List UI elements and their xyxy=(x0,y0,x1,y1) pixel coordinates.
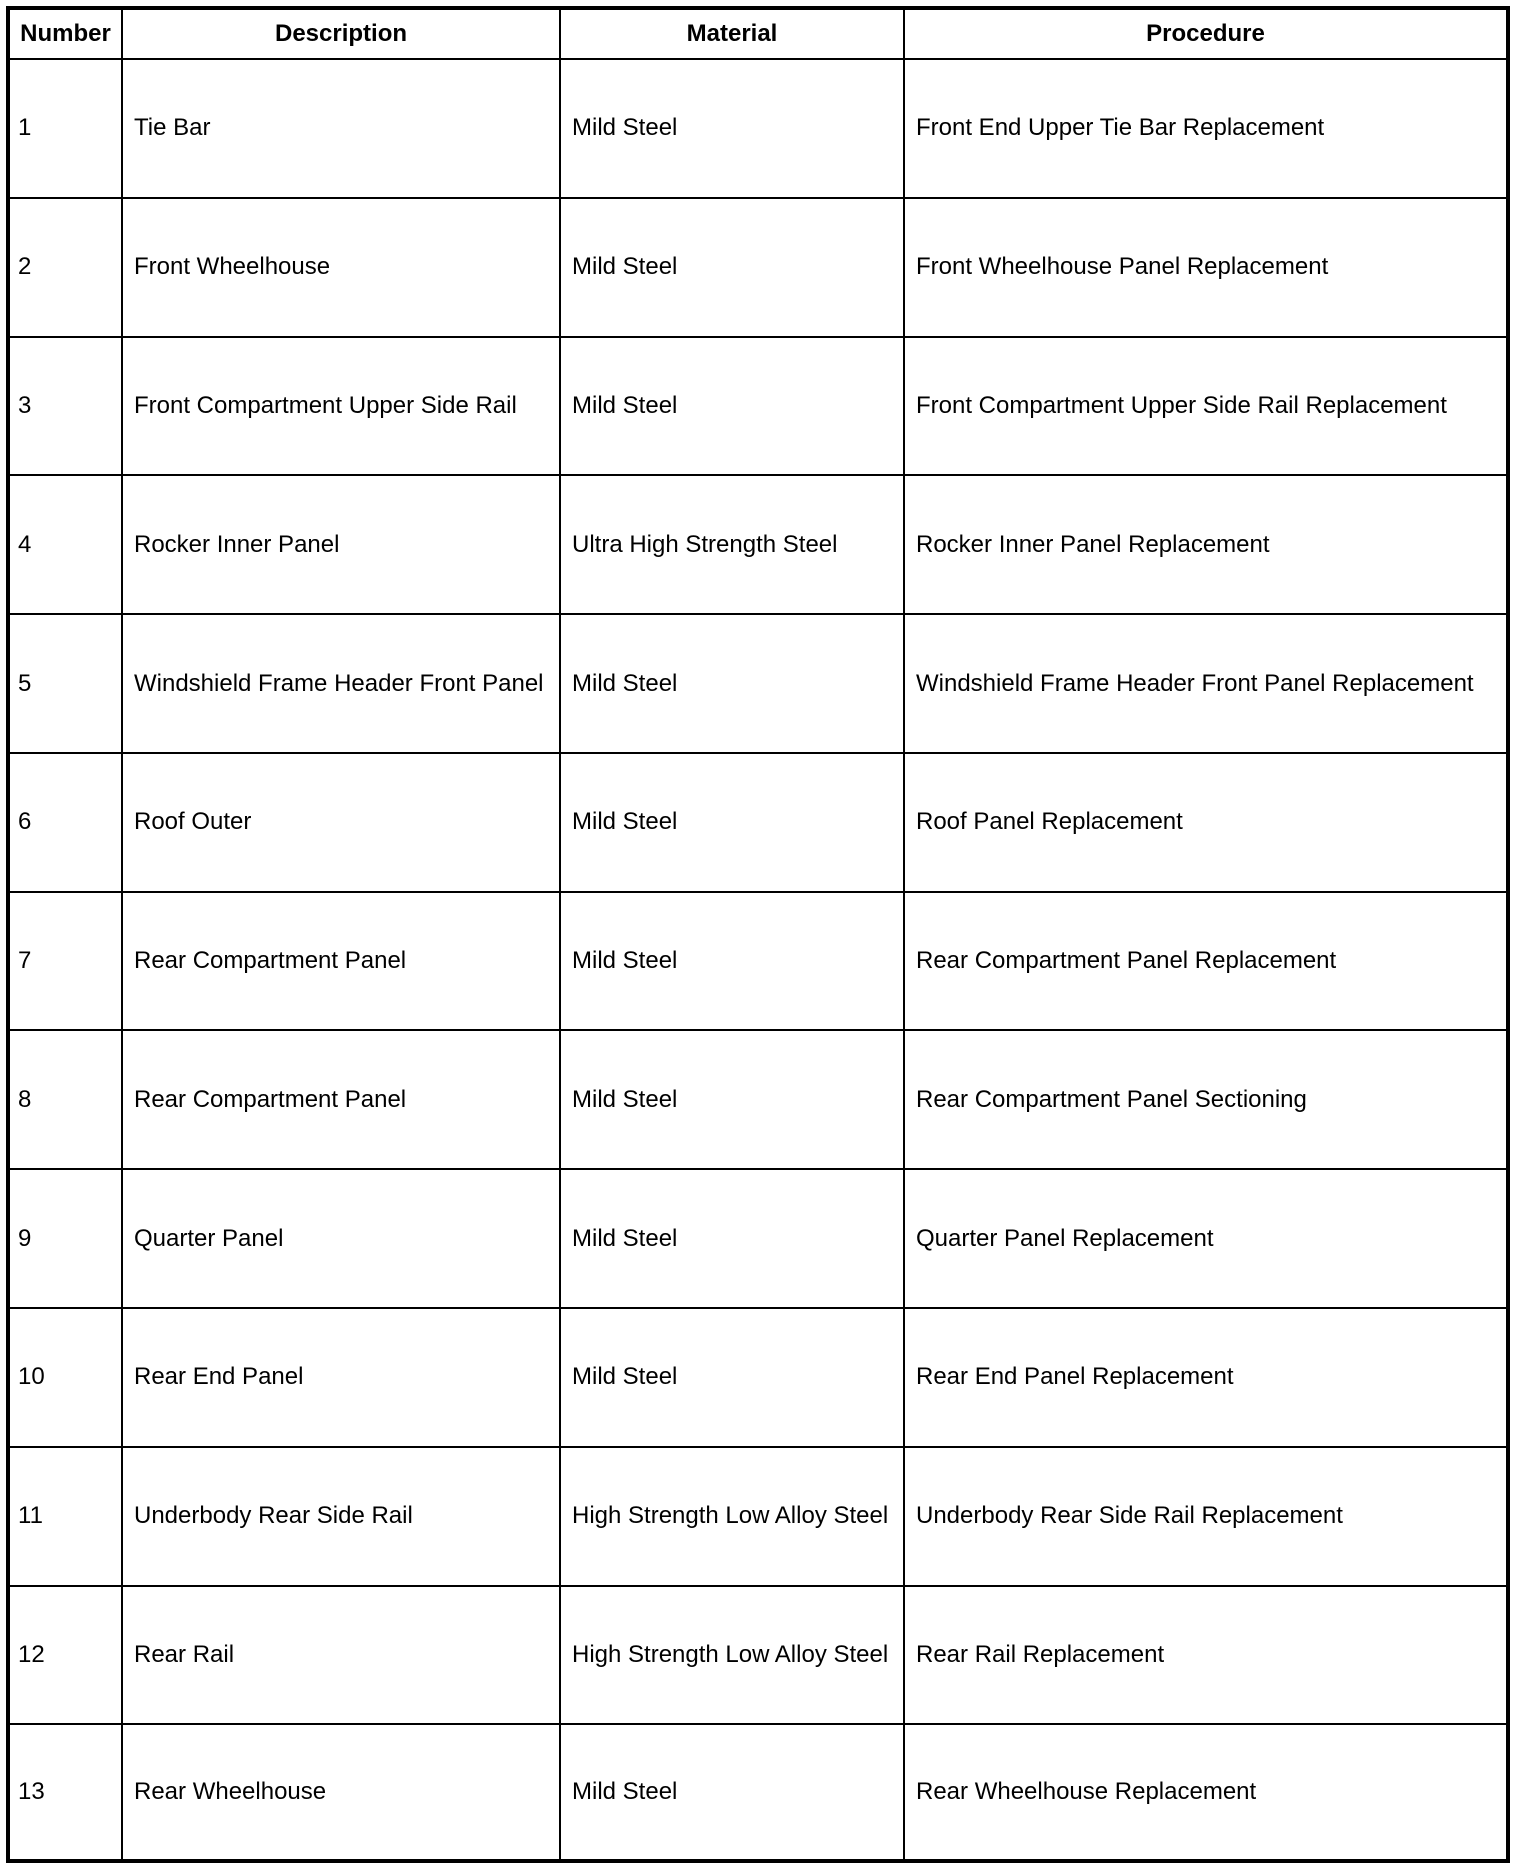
cell-procedure: Front End Upper Tie Bar Replacement xyxy=(904,59,1506,198)
cell-material: Mild Steel xyxy=(560,614,904,753)
cell-material: Mild Steel xyxy=(560,1724,904,1859)
cell-material: High Strength Low Alloy Steel xyxy=(560,1586,904,1725)
table-row xyxy=(10,892,1506,1031)
cell-material: Mild Steel xyxy=(560,337,904,476)
cell-number: 1 xyxy=(10,59,122,198)
table-row xyxy=(10,753,1506,892)
cell-description: Windshield Frame Header Front Panel xyxy=(122,614,560,753)
cell-description: Tie Bar xyxy=(122,59,560,198)
table-row xyxy=(10,475,1506,614)
cell-description: Rear Compartment Panel xyxy=(122,1030,560,1169)
cell-procedure: Front Wheelhouse Panel Replacement xyxy=(904,198,1506,337)
cell-material: Mild Steel xyxy=(560,1030,904,1169)
cell-description: Rocker Inner Panel xyxy=(122,475,560,614)
cell-number: 4 xyxy=(10,475,122,614)
cell-procedure: Windshield Frame Header Front Panel Replacement xyxy=(904,614,1506,753)
header-material: Material xyxy=(560,10,904,59)
cell-description: Rear Compartment Panel xyxy=(122,892,560,1031)
cell-material: Mild Steel xyxy=(560,59,904,198)
cell-material: Mild Steel xyxy=(560,198,904,337)
cell-number: 6 xyxy=(10,753,122,892)
parts-table-frame xyxy=(6,6,1510,1863)
table-row xyxy=(10,198,1506,337)
cell-material: Mild Steel xyxy=(560,892,904,1031)
table-row xyxy=(10,1030,1506,1169)
header-procedure: Procedure xyxy=(904,10,1506,59)
cell-description: Front Wheelhouse xyxy=(122,198,560,337)
cell-material: Mild Steel xyxy=(560,1169,904,1308)
cell-procedure: Rear Rail Replacement xyxy=(904,1586,1506,1725)
cell-description: Rear End Panel xyxy=(122,1308,560,1447)
cell-description: Front Compartment Upper Side Rail xyxy=(122,337,560,476)
table-header-row xyxy=(10,10,1506,59)
table-row xyxy=(10,59,1506,198)
cell-number: 9 xyxy=(10,1169,122,1308)
header-description: Description xyxy=(122,10,560,59)
cell-number: 5 xyxy=(10,614,122,753)
cell-procedure: Roof Panel Replacement xyxy=(904,753,1506,892)
cell-material: Ultra High Strength Steel xyxy=(560,475,904,614)
table-row xyxy=(10,337,1506,476)
table-row xyxy=(10,1586,1506,1725)
cell-number: 13 xyxy=(10,1724,122,1859)
cell-material: Mild Steel xyxy=(560,1308,904,1447)
cell-number: 8 xyxy=(10,1030,122,1169)
cell-number: 2 xyxy=(10,198,122,337)
cell-material: High Strength Low Alloy Steel xyxy=(560,1447,904,1586)
cell-procedure: Front Compartment Upper Side Rail Replacement xyxy=(904,337,1506,476)
cell-description: Rear Wheelhouse xyxy=(122,1724,560,1859)
cell-number: 3 xyxy=(10,337,122,476)
cell-description: Rear Rail xyxy=(122,1586,560,1725)
table-row xyxy=(10,1724,1506,1859)
cell-material: Mild Steel xyxy=(560,753,904,892)
cell-procedure: Rear Wheelhouse Replacement xyxy=(904,1724,1506,1859)
cell-number: 10 xyxy=(10,1308,122,1447)
cell-procedure: Rear Compartment Panel Replacement xyxy=(904,892,1506,1031)
cell-procedure: Quarter Panel Replacement xyxy=(904,1169,1506,1308)
cell-procedure: Rear End Panel Replacement xyxy=(904,1308,1506,1447)
table-row xyxy=(10,1447,1506,1586)
table-row xyxy=(10,614,1506,753)
cell-number: 11 xyxy=(10,1447,122,1586)
cell-procedure: Underbody Rear Side Rail Replacement xyxy=(904,1447,1506,1586)
header-number: Number xyxy=(10,10,122,59)
cell-number: 7 xyxy=(10,892,122,1031)
table-row xyxy=(10,1169,1506,1308)
cell-procedure: Rocker Inner Panel Replacement xyxy=(904,475,1506,614)
cell-description: Underbody Rear Side Rail xyxy=(122,1447,560,1586)
cell-description: Roof Outer xyxy=(122,753,560,892)
cell-number: 12 xyxy=(10,1586,122,1725)
cell-description: Quarter Panel xyxy=(122,1169,560,1308)
parts-table xyxy=(10,10,1506,1859)
cell-procedure: Rear Compartment Panel Sectioning xyxy=(904,1030,1506,1169)
table-row xyxy=(10,1308,1506,1447)
